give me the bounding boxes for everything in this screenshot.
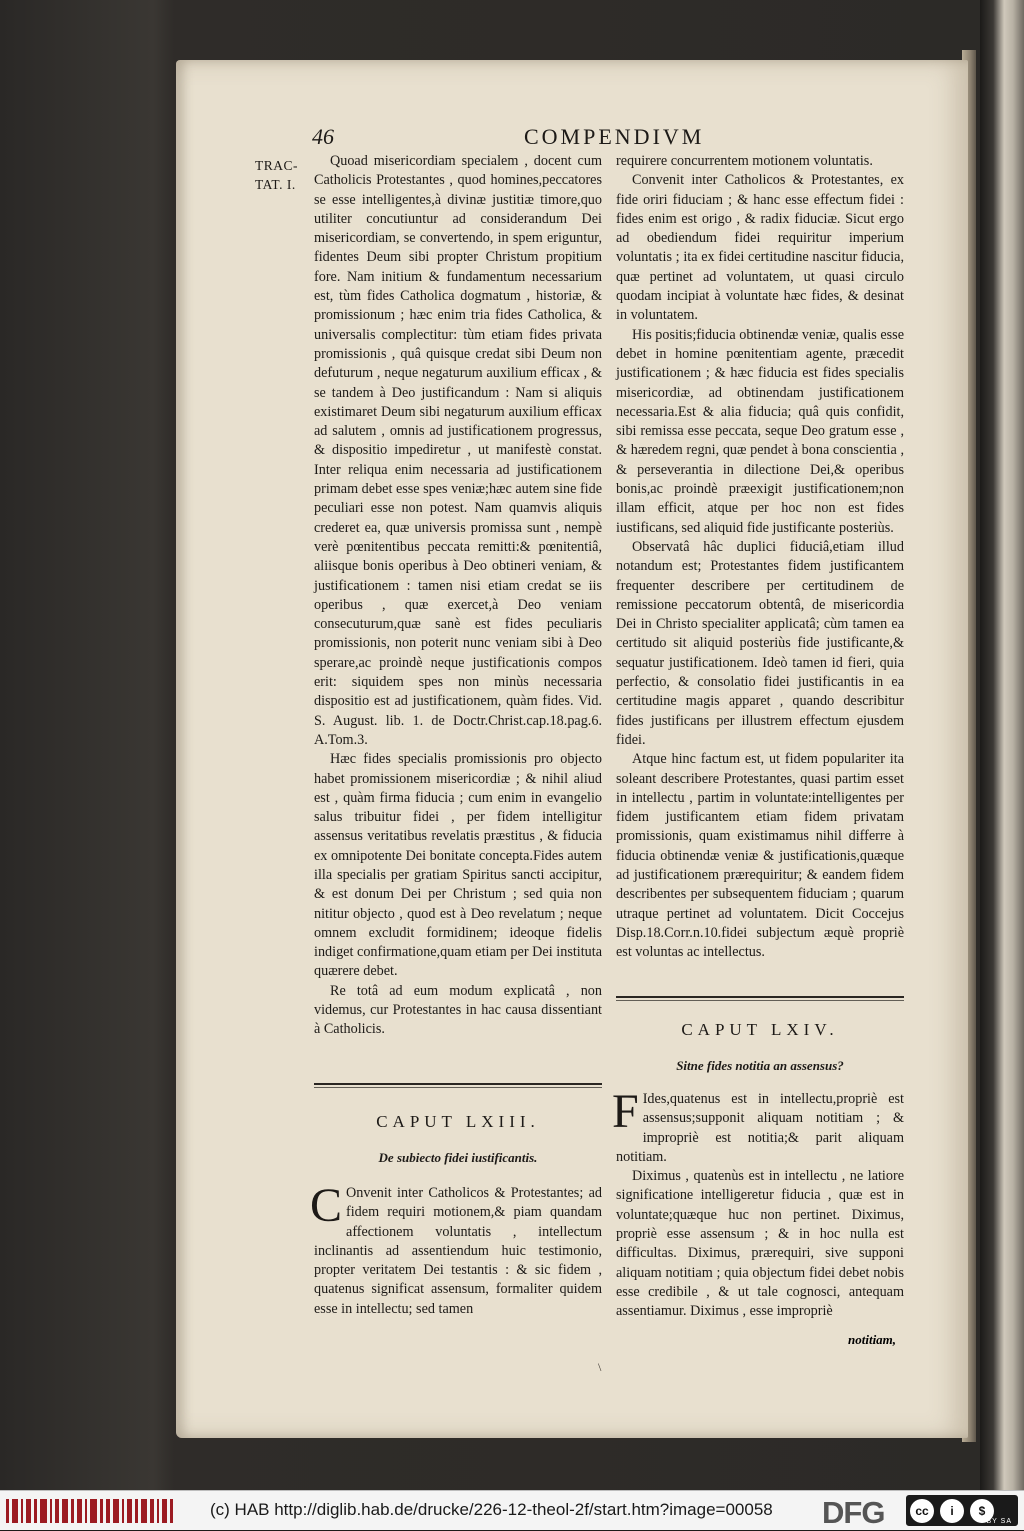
left-paragraph-1: Quoad misericordiam specialem , docent cum Catholicis Protestantes , quod homines,peccatores se esse intelligentes,à divinæ justitiæ timore,quo utiliter concutiuntur ad considerandum Dei misericordiam, se convertendo, in spem eriguntur, fidentes Deum sibi propter Christum propitium fore. Nam initium & fundamentum necessarium est, tùm fides Catholica dogmatum , historiæ, & promissionum ; hæc enim tria fides Catholica, & universalis complectitur: tùm etiam fides privata promissionis , quâ quisque credat sibi Deum non defuturum , neque negaturum auxilium efficax , & se tandem à Deo justificandum : Nam si aliquis existimaret Deum sibi negaturum auxilium efficax ad salutem , omnis ad justificationem progressus, & dispositio impediretur , ut manifestè constat. Inter reliqua enim necessaria ad justificationem primam debet esse spes veniæ;hæc autem sine fide peculiari esse non potest. Nam quamvis aliquis crederet ea, quæ universis promissa sunt , nempè verè pœnitentibus peccata remitti:& pœnitentiâ, aliisque bonis operibus à Deo obtineri veniam, & justificationem : tamen nisi etiam credat se iis operibus , quæ exercet,à Deo veniam consecuturum,quæ sanè est fides peculiaris promissionis, non poterit nunc veniam sibi à Deo sperare,ac proindè neque justificationis compos erit: siquidem spes non minùs necessaria dispositio est ad justificationem, quàm fides. Vid. S. August. lib. 1. de Doctr.Christ.cap.18.pag.6. A.Tom.3. (314, 153, 603, 748)
book-binding (980, 0, 1024, 1490)
page-number: 46 (312, 124, 334, 149)
hab-barcode-logo (6, 1499, 196, 1523)
dfg-logo: DFG (822, 1495, 885, 1530)
attribution-icon: i (940, 1499, 964, 1523)
chapter-subtitle-lxiii: De subiecto fidei iustificantis. (378, 1150, 538, 1165)
chapter-lxiii-paragraph (310, 1179, 602, 1319)
chapter-lxiii-body: Onvenit inter Catholicos & Protestantes; ad fidem requiri motionem,& piam quandam affectionem voluntatis , intellectum inclinantis ad assentiendum huic testimonio, propter veritatem Dei testantis : & sic fidem , quatenus significat assensum, formaliter quidem esse in intellectu; sed tamen (314, 1185, 602, 1317)
dropcap-c: C (310, 1179, 343, 1232)
rule-line (616, 996, 904, 998)
chapter-lxiv-body-1: Ides,quatenus est in intellectu,propriè est assensus;supponit aliquam notitiam ; & impropriè est notitia;& parit aliquam notitiam. (616, 1091, 904, 1165)
chapter-lxiv-paragraph-2: Diximus , quatenùs est in intellectu , ne latiore significatione intelligeretur fiducia , quæ est in voluntate;quæque huc non pertinet. Diximus, propriè esse assensum ; & in hoc nulla est difficultas. Diximus, prærequiri, sive supponi aliquam notitiam ; quia objectum fidei debet nobis esse credibile , & ut tale cognosci, antequam assentiamur. Diximus , esse impropriè (616, 1168, 904, 1320)
source-url-link[interactable]: (c) HAB http://diglib.hab.de/drucke/226-12-theol-2f/start.htm?image=00058 (210, 1500, 773, 1519)
margin-note: TRAC- TAT. I. (255, 158, 298, 192)
license-tags: BY SA (986, 1518, 1012, 1525)
right-paragraph-1: requirere concurrentem motionem voluntatis. (616, 153, 873, 169)
rule-line (616, 1000, 904, 1001)
running-head: COMPENDIVM (524, 124, 705, 149)
viewer-footer (0, 1490, 1024, 1530)
catchword: notitiam, (848, 1332, 897, 1347)
right-paragraph-2: Convenit inter Catholicos & Protestantes, ex fide oriri fiduciam ; & hanc esse effectum fidei : fides enim est origo , & radix fiduciæ. Sicut ergo ad obediendum fidei requiritur imperium voluntatis ; ita ex fidei certitudine nascitur fiducia, quæ pertinet ad voluntatem, ut quasi circulo quodam incipiat à voluntate hæc fides, & desinat in voluntatem. (616, 172, 904, 324)
left-column (314, 152, 602, 1040)
right-column (616, 152, 904, 962)
chapter-subtitle-lxiv: Sitne fides notitia an assensus? (676, 1058, 844, 1073)
cc-license-badge[interactable] (906, 1495, 1018, 1526)
share-alike-icon: $ (970, 1499, 994, 1523)
rule-line (314, 1087, 602, 1088)
chapter-lxiii-text (310, 1179, 602, 1319)
rule-line (314, 1083, 602, 1085)
dropcap-f: F (612, 1085, 639, 1138)
chapter-title-lxiii: CAPUT LXIII. (376, 1112, 540, 1131)
right-ornamental-rule (616, 993, 904, 1003)
right-paragraph-5: Atque hinc factum est, ut fidem populariter ita soleant describere Protestantes, quasi partim esset in intellectu , partim in voluntate:intelligentes per fidem justificantem etiam fidem privatam promissionis, quam existimamus nihil differre à fiducia obtinendæ veniæ & justificationis,quæque ad justificationem prærequiritur; & eandem fidem describentes per subsequentem fiduciam ; quarum utraque pertinet ad voluntatem. Dicit Coccejus Disp.18.Corr.n.10.fidei subjectum æquè propriè est voluntas ac intellectus. (616, 751, 904, 961)
chapter-lxiv-text (612, 1085, 904, 1322)
chapter-title-lxiv: CAPUT LXIV. (681, 1020, 839, 1039)
left-paragraph-3: Re totâ ad eum modum explicatâ , non videmus, cur Protestantes in hac causa dissentiant à Catholicis. (314, 982, 602, 1038)
right-paragraph-3: His positis;fiducia obtinendæ veniæ, qualis esse debet in homine pœnitentiam agente, præcedit justificationem ; & hæc fiducia est fides specialis misericordiæ, ad obtinendam justificationem necessaria.Est & alia fiducia; quâ quis confidit, sibi remissa esse peccata, seque Deo gratum esse , & hæredem regni, quæ pendet à bona conscientia , & perseverantia in dilectione Dei,& operibus bonis,ac proindè præexigit justificationem;non illam efficit, atque per hoc non est fides iustificans, sed aliquid fide justificante posteriùs. (616, 326, 904, 536)
cc-icon: cc (910, 1499, 934, 1523)
stray-ink-mark: \ (598, 1360, 602, 1374)
chapter-lxiv-paragraph-1 (612, 1085, 904, 1167)
right-paragraph-4: Observatâ hâc duplici fiduciâ,etiam illud notandum est; Protestantes fidem justificantem frequenter describere per certitudinem de remissione peccatorum obtentâ, de misericordia Dei in Christo specialiter applicatâ; cùm tamen ea certitudo sit aliquid posteriùs fide justificante,& sequatur justificationem. Ideò tamen id fieri, quia perfectio, & consolatio fidei justificantis in ea certitudine magis apparet , quando describitur fides justificans per illustrem effectum ejusdem fidei. (616, 538, 904, 748)
left-ornamental-rule (314, 1080, 602, 1090)
left-paragraph-2: Hæc fides specialis promissionis pro objecto habet promissionem misericordiæ ; & nihil aliud est , quàm firma fiducia ; cum enim in evangelio salus tribuitur fidei , per fidem intelligitur assensus veritatibus revelatis præstitus , & fiducia ex omnipotente Dei bonitate concepta.Fides autem illa specialis per gratiam Spiritus sancti accipitur, & est donum Dei per Christum ; sed quia non nititur objecto , quod est à Deo revelatum ; neque omnem excludit formidinem; ideoque fidelis indiget confirmatione,quam etiam per Dei instituta quærere debet. (314, 751, 602, 980)
